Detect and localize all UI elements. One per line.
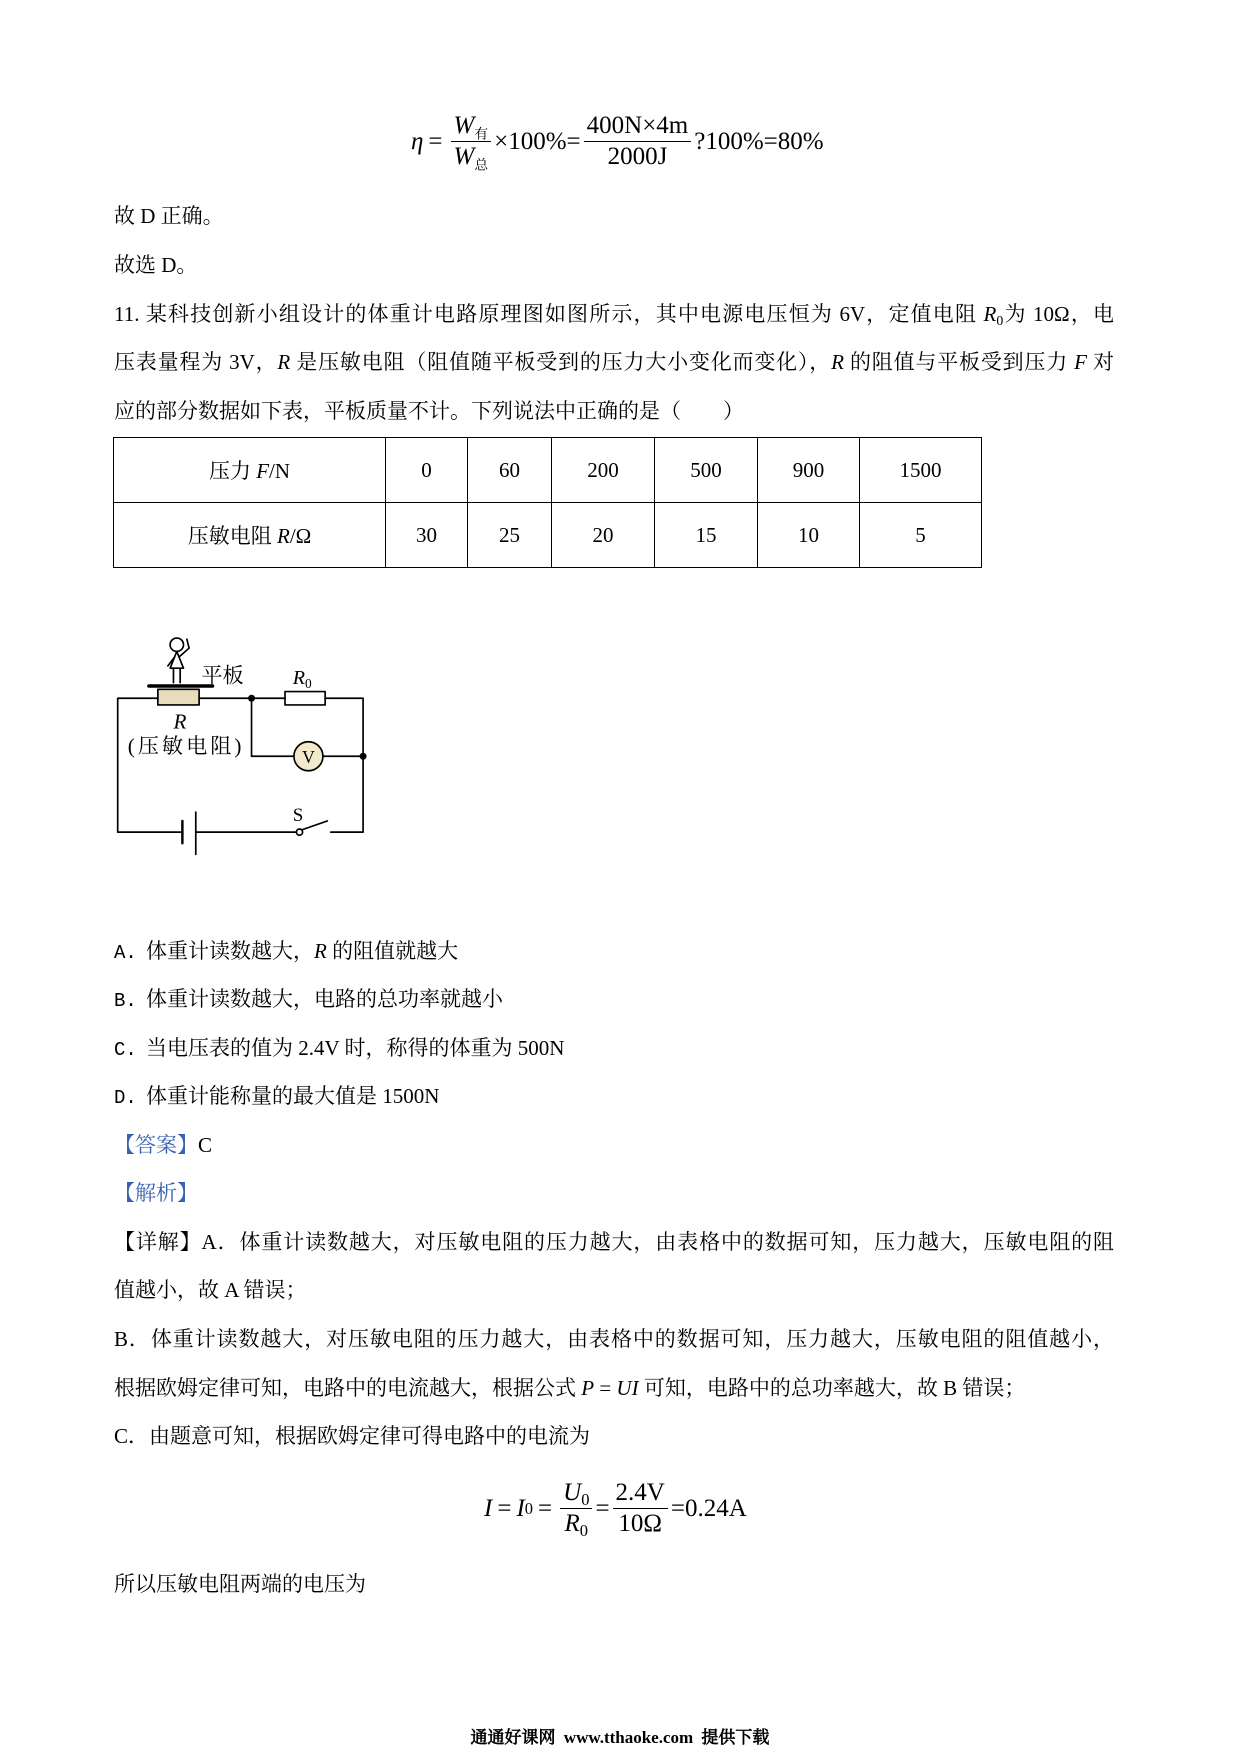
pressure-resistance-table	[113, 437, 982, 568]
answer-line	[114, 1131, 212, 1159]
detail-line	[114, 1374, 1025, 1402]
subscript: 总	[474, 157, 489, 173]
detail-line	[114, 1228, 1114, 1256]
person-figure	[168, 638, 189, 683]
variable: R	[831, 350, 844, 374]
fraction-numerator	[451, 111, 492, 142]
variable: R	[292, 666, 306, 689]
text-segment: 压表量程为 3V，	[114, 350, 278, 374]
subscript: 有	[474, 126, 489, 142]
equals-sign: =	[594, 1376, 617, 1400]
table-cell: 900	[758, 438, 860, 503]
label-unit: /N	[269, 459, 291, 483]
fraction-numerator: 2.4V	[613, 1478, 668, 1509]
r-label: R	[173, 709, 187, 734]
option-b	[114, 985, 503, 1015]
voltage-intro-text: 所以压敏电阻两端的电压为	[114, 1572, 366, 1596]
fraction-denominator: 10Ω	[618, 1510, 662, 1537]
work-ratio-fraction	[451, 111, 492, 172]
subscript: 0	[581, 1489, 590, 1509]
fraction-denominator: 2000J	[607, 143, 668, 170]
detail-label: 【详解】	[114, 1230, 202, 1254]
efficiency-formula	[411, 111, 824, 172]
text-segment: 对	[1086, 350, 1115, 374]
fraction-denominator	[562, 1509, 592, 1539]
fraction-denominator	[451, 142, 492, 172]
voltmeter-label: V	[301, 746, 315, 767]
text-segment: 是压敏电阻（阻值随平板受到的压力大小变化而变化），	[290, 350, 832, 374]
option-letter: C.	[114, 1039, 137, 1061]
variable: R	[983, 302, 997, 326]
text-segment: 的阻值与平板受到压力	[843, 350, 1075, 374]
equals-sign: =	[538, 1494, 553, 1522]
conclusion-text: 故 D 正确。	[114, 204, 224, 228]
eta-symbol: η	[411, 127, 424, 155]
switch-label: S	[292, 804, 304, 826]
variable: UI	[616, 1376, 639, 1400]
option-c	[114, 1034, 564, 1064]
table-cell: 15	[655, 503, 758, 568]
option-text: 体重计能称量的最大值是 1500N	[146, 1084, 440, 1108]
variable: U	[563, 1479, 582, 1506]
choice-text: 故选 D。	[114, 253, 198, 277]
pressure-sensor-resistor	[158, 689, 199, 705]
times-hundred-percent: ×100%=	[494, 127, 581, 155]
option-d	[114, 1082, 439, 1112]
variable: F	[1074, 350, 1087, 374]
question-line	[114, 348, 1114, 376]
option-a	[114, 937, 458, 967]
text-segment: 为 10Ω，电	[1003, 302, 1115, 326]
option-text: 当电压表的值为 2.4V 时，称得的体重为 500N	[146, 1036, 565, 1060]
text-segment: B．体重计读数越大，对压敏电阻的压力越大，由表格中的数据可知，压力越大，压敏电阻的阻值越小，	[114, 1327, 1114, 1351]
equals-sign: =	[428, 127, 443, 155]
subscript: 0	[996, 313, 1004, 329]
variable: R	[314, 939, 327, 963]
label-text: 压力	[208, 459, 257, 483]
text-segment: 根据欧姆定律可知，电路中的电流越大，根据公式	[114, 1376, 582, 1400]
question-line	[114, 300, 1114, 328]
table-cell: 10	[758, 503, 860, 568]
variable: P	[581, 1376, 595, 1400]
question-line: 应的部分数据如下表，平板质量不计。下列说法中正确的是（ ）	[114, 399, 744, 423]
label-unit: /Ω	[289, 524, 312, 548]
variable: I	[516, 1494, 525, 1522]
equals-sign: =	[595, 1494, 610, 1522]
table-cell: 0	[386, 438, 468, 503]
subscript: 0	[305, 676, 312, 692]
table-cell: 30	[386, 503, 468, 568]
option-letter: A.	[114, 942, 137, 964]
text-segment: 11. 某科技创新小组设计的体重计电路原理图如图所示，其中电源电压恒为 6V，定值电阻	[114, 302, 984, 326]
table-row-pressure	[114, 438, 982, 503]
detail-line	[114, 1325, 1114, 1353]
junction-dot	[249, 696, 254, 701]
text-segment: 体重计读数越大，	[146, 939, 314, 963]
variable: R	[277, 350, 291, 374]
symbolic-fraction	[560, 1478, 592, 1539]
battery-symbol	[182, 812, 195, 854]
table-cell: 500	[655, 438, 758, 503]
analysis-label: 【解析】	[114, 1181, 198, 1205]
formula-result: =0.24A	[670, 1494, 747, 1522]
equals-sign: =	[497, 1494, 512, 1522]
formula-result: ?100%=80%	[694, 127, 824, 155]
label-variable: R	[276, 524, 290, 548]
fixed-resistor-r0	[285, 692, 325, 705]
text-segment: 的阻值就越大	[326, 939, 459, 963]
label-variable: F	[256, 459, 270, 483]
current-formula: I = I 0 = $\frac{U0}{R0}$ = $\frac{2.4V}{10\Omega}$ =0.24A	[484, 1479, 747, 1540]
table-cell: 20	[552, 503, 655, 568]
fraction-numerator: 400N×4m	[584, 111, 692, 142]
table-cell: 25	[468, 503, 552, 568]
row-header-resistance	[114, 503, 386, 568]
option-text: 体重计读数越大，电路的总功率就越小	[146, 987, 503, 1011]
text-segment: 可知，电路中的总功率越大，故 B 错误；	[638, 1376, 1026, 1400]
work-variable: W	[453, 143, 475, 170]
option-letter: B.	[114, 990, 137, 1012]
work-variable: W	[453, 112, 475, 139]
answer-value: C	[198, 1133, 213, 1157]
r0-label	[292, 667, 312, 691]
table-cell: 200	[552, 438, 655, 503]
fraction-numerator	[560, 1478, 592, 1509]
subscript: 0	[579, 1520, 589, 1540]
analysis-line	[114, 1179, 198, 1207]
text-segment: A．体重计读数越大，对压敏电阻的压力越大，由表格中的数据可知，压力越大，压敏电阻的阻	[201, 1230, 1114, 1254]
wire	[118, 698, 363, 832]
table-cell: 60	[468, 438, 552, 503]
detail-line: 值越小，故 A 错误；	[114, 1278, 307, 1302]
option-letter: D.	[114, 1087, 137, 1109]
variable: I	[484, 1494, 493, 1522]
detail-line: C．由题意可知，根据欧姆定律可得电路中的电流为	[114, 1424, 591, 1448]
circuit-diagram	[112, 628, 371, 860]
numeric-fraction	[613, 1478, 668, 1539]
platform-label: 平板	[201, 663, 244, 688]
table-cell: 1500	[860, 438, 982, 503]
answer-label: 【答案】	[114, 1133, 198, 1157]
junction-dot	[360, 754, 365, 759]
numeric-fraction	[584, 111, 692, 172]
r-caption: (压敏电阻)	[127, 733, 242, 758]
row-header-pressure	[114, 438, 386, 503]
variable: R	[564, 1510, 580, 1537]
page-footer: 通通好课网 www.tthaoke.com 提供下载	[470, 1728, 770, 1747]
table-cell: 5	[860, 503, 982, 568]
label-text: 压敏电阻	[187, 524, 277, 548]
table-row-resistance	[114, 503, 982, 568]
